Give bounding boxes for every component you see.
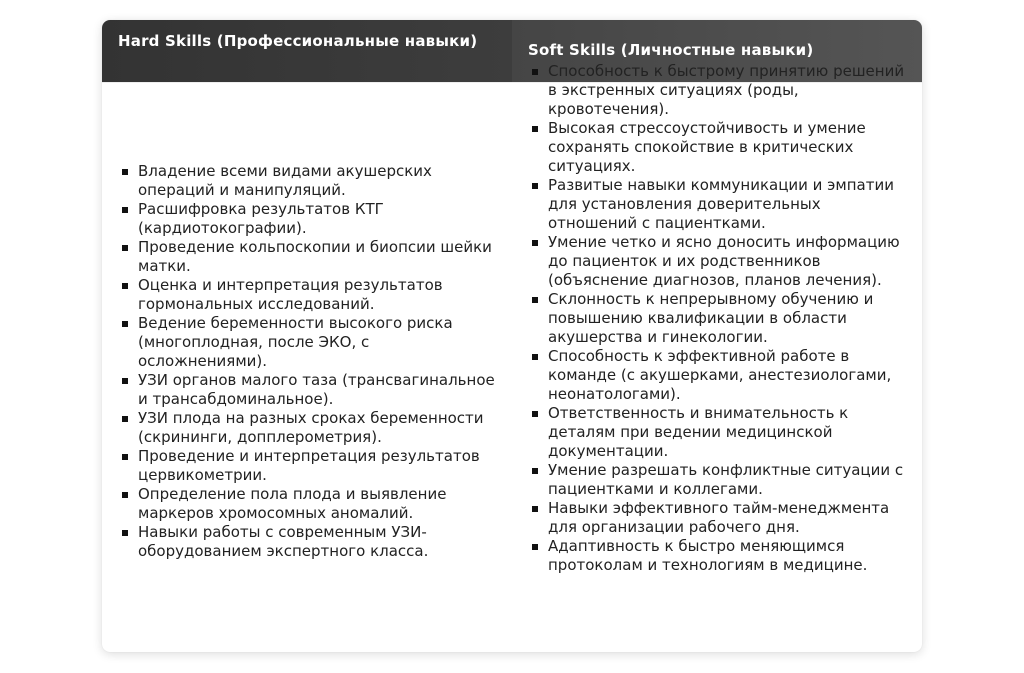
- list-item: Высокая стрессоустойчивость и умение сохранять спокойствие в критических ситуациях.: [548, 119, 906, 176]
- list-item: Адаптивность к быстро меняющимся протоколам и технологиям в медицине.: [548, 537, 906, 575]
- list-item: Способность к быстрому принятию решений в экстренных ситуациях (роды, кровотечения).: [548, 61, 905, 118]
- list-item: Навыки работы с современным УЗИ-оборудованием экспертного класса.: [138, 523, 496, 561]
- skills-table: [102, 20, 922, 652]
- hard-skills-list: [118, 162, 496, 561]
- list-item: Расшифровка результатов КТГ (кардиотокографии).: [138, 200, 496, 238]
- list-item: УЗИ плода на разных сроках беременности (скрининги, допплерометрия).: [138, 409, 496, 447]
- list-item: Склонность к непрерывному обучению и повышению квалификации в области акушерства и гинекологии.: [548, 290, 906, 347]
- list-item: Определение пола плода и выявление маркеров хромосомных аномалий.: [138, 485, 496, 523]
- list-item: Проведение кольпоскопии и биопсии шейки матки.: [138, 238, 496, 276]
- list-item: Развитые навыки коммуникации и эмпатии для установления доверительных отношений с пациентками.: [548, 176, 906, 233]
- soft-skills-list: [528, 62, 906, 575]
- list-item: Ведение беременности высокого риска (многоплодная, после ЭКО, с осложнениями).: [138, 314, 496, 371]
- list-item: Оценка и интерпретация результатов гормональных исследований.: [138, 276, 496, 314]
- list-item: Умение разрешать конфликтные ситуации с пациентками и коллегами.: [548, 461, 906, 499]
- list-item: Умение четко и ясно доносить информацию до пациенток и их родственников (объяснение диагнозов, планов лечения).: [548, 233, 906, 290]
- header-hard-skills: Hard Skills (Профессиональные навыки): [102, 20, 512, 82]
- list-item: Ответственность и внимательность к деталям при ведении медицинской документации.: [548, 404, 906, 461]
- list-item: УЗИ органов малого таза (трансвагинальное и трансабдоминальное).: [138, 370, 495, 408]
- list-item: Навыки эффективного тайм-менеджмента для организации рабочего дня.: [548, 499, 906, 537]
- list-item: Проведение и интерпретация результатов цервикометрии.: [138, 447, 496, 485]
- list-item: Владение всеми видами акушерских операций и манипуляций.: [138, 162, 496, 200]
- soft-skills-cell: [512, 20, 922, 652]
- hard-skills-cell: [102, 69, 512, 652]
- table-body-row: [102, 61, 922, 652]
- header-soft-skills: Soft Skills (Личностные навыки): [512, 20, 922, 82]
- list-item: Способность к эффективной работе в команде (с акушерками, анестезиологами, неонатологами).: [548, 347, 906, 404]
